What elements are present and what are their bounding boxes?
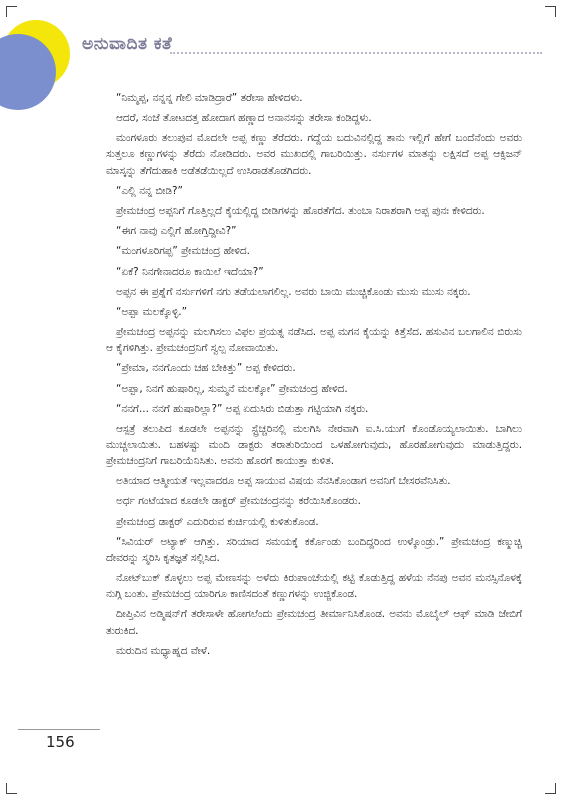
paragraph: ಮಂಗಳೂರು ತಲುಪುವ ಮೊದಲೇ ಅಪ್ಪ ಕಣ್ಣು ತೆರೆದರು. ಗದ್ದೆಯ ಬದುವಿನಲ್ಲಿದ್ದ ತಾನು ಇಲ್ಲಿಗೆ ಹೇಗೆ ಬಂದೆನೆಂದು ಅವರು ಸುತ್ತಲೂ ಕಣ್ಣುಗಳನ್ನು ತೆರೆದು ನೋಡಿದರು. ಅವರ ಮುಖದಲ್ಲಿ ಗಾಬರಿಯಿತ್ತು. ನರ್ಸುಗಳ ಮಾತನ್ನು ಲಕ್ಷಿಸದೆ ಅಪ್ಪ ಆಕ್ಸಿಜನ್ ಮಾಸ್ಕನ್ನು ತೆಗೆದುಹಾಕಿ ಅಡೆತಡೆಯಿಲ್ಲದೆ ಉಸಿರಾಡತೊಡಗಿದರು. [106,132,522,177]
story-body [106,90,522,663]
paragraph: ಅತಿಯಾದ ಆತ್ಮೀಯತೆ ಇಲ್ಲವಾದರೂ ಅಪ್ಪ ಸಾಯುವ ವಿಷಯ ನೆನಸಿಕೊಂಡಾಗ ಅವನಿಗೆ ಬೇಸರವೆನಿಸಿತು. [116,475,451,488]
paragraph: “ನನಗೆ... ನನಗೆ ಹುಷಾರಿಲ್ಲಾ?” ಅಪ್ಪ ಏದುಸಿರು ಬಿಡುತ್ತಾ ಗಟ್ಟಿಯಾಗಿ ನಕ್ಕರು. [116,402,369,415]
paragraph: “ಈಗ ನಾವು ಎಲ್ಲಿಗೆ ಹೋಗ್ತಿದ್ದೀವಿ?” [116,225,237,238]
paragraph: “ಸಿವಿಯರ್ ಅಟ್ಯಾಕ್ ಆಗಿತ್ತು. ಸರಿಯಾದ ಸಮಯಕ್ಕೆ ಕರ್ಕೊಂಡು ಬಂದಿದ್ದರಿಂದ ಉಳ್ಕೊಂಡ್ರು.” ಪ್ರೇಮಚಂದ್ರ ಕಣ್ಮುಚ್ಚಿ ದೇವರನ್ನು ಸ್ಮರಿಸಿ ಕೃತಜ್ಞತೆ ಸಲ್ಲಿಸಿದ. [106,535,522,564]
paragraph: ಆದರೆ, ಸಂಜೆ ತೋಟದತ್ತ ಹೋದಾಗ ಹಣ್ಣಾದ ಅನಾನಸನ್ನು ತರೇಸಾ ಕಂಡಿದ್ದಳು. [116,112,372,125]
paragraph: “ಏಕೆ? ನಿನಗೇನಾದರೂ ಕಾಯಿಲೆ ಇದೆಯಾ?” [116,265,264,278]
footer-rule [18,729,100,730]
header-decoration [0,0,100,110]
paragraph: ದೀಪ್ತಿವಿನ ಅಡ್ಮಿಷನ್‌ಗೆ ತರೇಸಾಳೇ ಹೋಗಲೆಂದು ಪ್ರೇಮಚಂದ್ರ ತೀರ್ಮಾನಿಸಿಕೊಂಡ. ಅವನು ಮೊಬೈಲ್ ಆಫ್ ಮಾಡಿ ಜೇಬಿಗೆ ತುರುಕಿದ. [106,608,522,637]
page-number: 156 [46,733,75,751]
section-title: ಅನುವಾದಿತ ಕತೆ [82,34,173,54]
crop-mark-bottom-left [6,783,17,794]
paragraph: ಅರ್ಧ ಗಂಟೆಯಾದ ಕೂಡಲೇ ಡಾಕ್ಟರ್ ಪ್ರೇಮಚಂದ್ರನನ್ನು ಕರೆಯಿಸಿಕೊಂಡರು. [116,495,361,508]
paragraph: ನೋಟ್‌ಬುಕ್ ಕೊಳ್ಳಲು ಅಪ್ಪ ಮೇಣಸನ್ನು ಅಳೆದು ಕಿರುಪಾಂಚೆಯಲ್ಲಿ ಕಟ್ಟಿ ಕೊಡುತ್ತಿದ್ದ ಹಳೆಯ ನೆನಪು ಅವನ ಮನಸ್ಸಿನೊಳಕ್ಕೆ ನುಗ್ಗಿ ಬಂತು. ಪ್ರೇಮಚಂದ್ರ ಯಾರಿಗೂ ಕಾಣಿಸದಂತೆ ಕಣ್ಣುಗಳನ್ನು ಉಜ್ಜಿಕೊಂಡ. [106,572,522,601]
paragraph: ಅಪ್ಪನ ಈ ಪ್ರಶ್ನೆಗೆ ನರ್ಸುಗಳಿಗೆ ನಗು ತಡೆಯಲಾಗಲಿಲ್ಲ. ಅವರು ಬಾಯಿ ಮುಚ್ಚಿಕೊಂಡು ಮುಸು ಮುಸು ನಕ್ಕರು. [116,285,471,298]
crop-mark-top-right [545,6,556,17]
paragraph: ಆಸ್ಪತ್ರೆ ತಲುಪಿದ ಕೂಡಲೇ ಅಪ್ಪನನ್ನು ಸ್ಟ್ರೆಚ್ಚರಿನಲ್ಲಿ ಮಲಗಿಸಿ ನೇರವಾಗಿ ಐ.ಸಿ.ಯುಗೆ ಕೊಂಡೊಯ್ಯಲಾಯಿತು. ಬಾಗಿಲು ಮುಚ್ಚಲಾಯಿತು. ಬಹಳಷ್ಟು ಮಂದಿ ಡಾಕ್ಟರು ತರಾತುರಿಯಿಂದ ಒಳಹೋಗುವುದು, ಹೊರಹೋಗುವುದು ಮಾಡುತ್ತಿದ್ದರು. ಪ್ರೇಮಚಂದ್ರನಿಗೆ ಗಾಬರಿಯೆನಿಸಿತು. ಅವನು ಹೊರಗೆ ಕಾಯುತ್ತಾ ಕುಳಿತ. [106,422,522,468]
paragraph: “ಅಪ್ಪಾ, ನಿನಗೆ ಹುಷಾರಿಲ್ಲ, ಸುಮ್ಮನೆ ಮಲಕ್ಕೋ” ಪ್ರೇಮಚಂದ್ರ ಹೇಳಿದ. [116,382,348,395]
paragraph: “ಪ್ರೇಮಾ, ನನಗೊಂದು ಚಹ ಬೇಕಿತ್ತು” ಅಪ್ಪ ಕೇಳಿದರು. [116,362,296,375]
paragraph: ಮರುದಿನ ಮಧ್ಯಾಹ್ನದ ವೇಳೆ. [116,644,211,657]
header-dotted-rule [170,52,542,54]
paragraph: ಪ್ರೇಮಚಂದ್ರ ಅಪ್ಪನಿಗೆ ಗೊತ್ತಿಲ್ಲದೆ ಕೈಯಲ್ಲಿದ್ದ ಬೀಡಿಗಳನ್ನು ಹೊರತೆಗೆದ. ತುಂಬಾ ನಿರಾಶರಾಗಿ ಅಪ್ಪ ಪುನಃ ಕೇಳಿದರು. [116,204,485,217]
paragraph: “ಅಪ್ಪಾ ಮಲಕ್ಕೊಳ್ಳಿ.” [116,305,187,318]
paragraph: ಪ್ರೇಮಚಂದ್ರ ಡಾಕ್ಟರ್ ಎದುರಿರುವ ಕುರ್ಚಿಯಲ್ಲಿ ಕುಳಿತುಕೊಂಡ. [116,515,319,528]
paragraph: “ನಿಮ್ಮಪ್ಪ, ನನ್ನನ್ನ ಗೇಲಿ ಮಾಡಿದ್ರಾರೆ” ತರೇಸಾ ಹೇಳಿದಳು. [116,92,303,104]
paragraph: “ಮಂಗಳೂರಿಗಪ್ಪ” ಪ್ರೇಮಚಂದ್ರ ಹೇಳಿದ. [116,245,250,258]
paragraph: ಪ್ರೇಮಚಂದ್ರ ಅಪ್ಪನನ್ನು ಮಲಗಿಸಲು ವಿಫಲ ಪ್ರಯತ್ನ ನಡೆಸಿದ. ಅಪ್ಪ ಮಗನ ಕೈಯನ್ನು ಕಿತ್ತೆಸೆದ. ಹಸುವಿನ ಬಲಗಾಲಿನ ಬಿರುಸು ಆ ಕೈಗಳಿಗಿತ್ತು. ಪ್ರೇಮಚಂದ್ರನಿಗೆ ಸ್ವಲ್ಪ ನೋವಾಯಿತು. [106,326,522,355]
paragraph: “ಎಲ್ಲಿ ನನ್ನ ಬೀಡಿ?” [116,184,183,197]
crop-mark-bottom-right [545,783,556,794]
